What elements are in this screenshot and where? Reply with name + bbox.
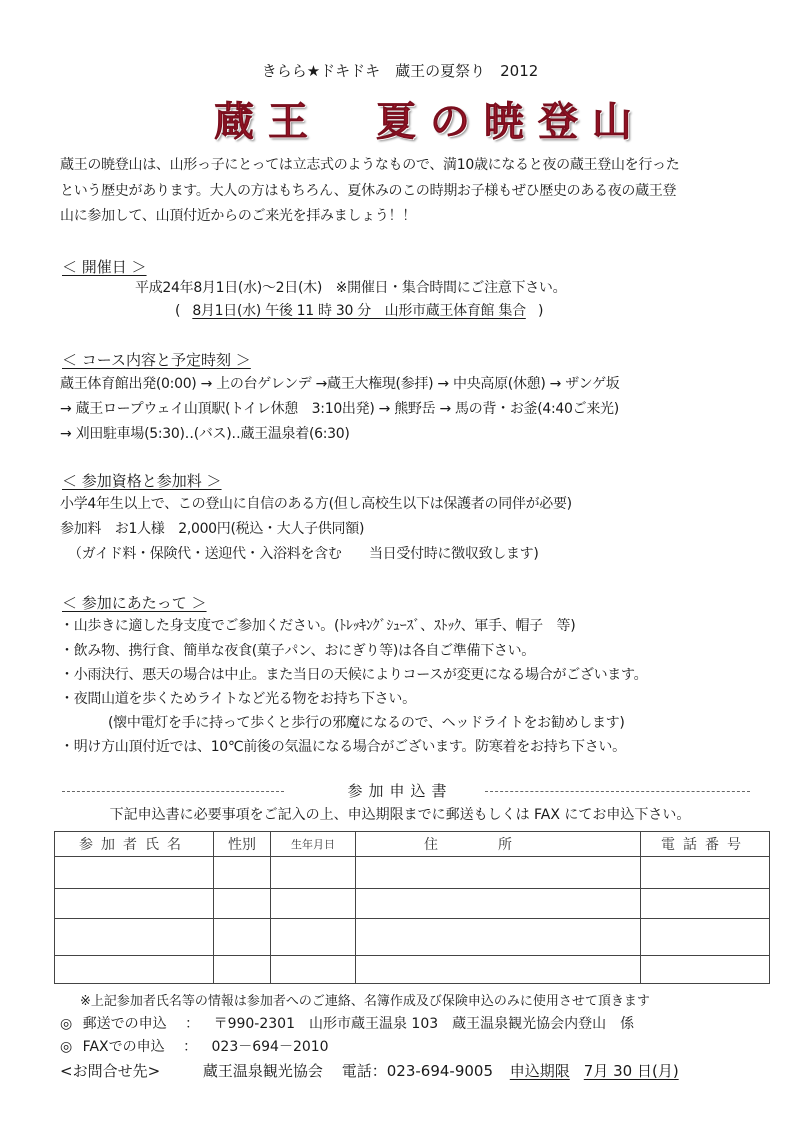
col-header-address: 住所 (356, 832, 641, 857)
name-cell[interactable] (55, 956, 214, 984)
phone-cell[interactable] (641, 889, 770, 919)
phone-label: 電話： (341, 1062, 387, 1080)
section-heading-course: ＜ コース内容と予定時刻 ＞ (62, 351, 251, 369)
double-circle-icon: ◎ (60, 1016, 73, 1032)
col-header-birthdate: 生年月日 (271, 832, 356, 857)
col-header-gender: 性別 (214, 832, 271, 857)
gender-cell[interactable] (214, 956, 271, 984)
birthdate-cell[interactable] (271, 956, 356, 984)
birthdate-cell[interactable] (271, 889, 356, 919)
double-circle-icon: ◎ (60, 1039, 73, 1055)
mail-application (60, 1013, 634, 1033)
intro-line: という歴史があります。大人の方はもちろん、夏休みのこの時期お子様もぜひ歴史のある夜の蔵王登 (60, 183, 677, 199)
table-header-row (55, 832, 770, 857)
note-item: ・小雨決行、悪天の場合は中止。また当日の天候によりコースが変更になる場合がございます。 (60, 667, 648, 683)
table-row (55, 956, 770, 984)
meeting-time-detail: 8月1日(水) 午後 11 時 30 分 山形市蔵王体育館 集合 (192, 303, 526, 319)
event-header: きらら★ドキドキ 蔵王の夏祭り 2012 (261, 62, 539, 80)
course-line: → 刈田駐車場(5:30)‥(バス)‥蔵王温泉着(6:30) (60, 426, 350, 442)
name-cell[interactable] (55, 919, 214, 956)
phone-cell[interactable] (641, 919, 770, 956)
name-cell[interactable] (55, 889, 214, 919)
fee-line: 参加料 お1人様 2,000円(税込・大人子供同額) (60, 521, 365, 537)
paren-close: ) (537, 303, 544, 319)
table-row (55, 889, 770, 919)
col-header-name: 参加者氏名 (55, 832, 214, 857)
phone-cell[interactable] (641, 857, 770, 889)
event-date: 平成24年8月1日(水)～2日(木) ※開催日・集合時間にご注意下さい。 (135, 280, 567, 296)
gender-cell[interactable] (214, 919, 271, 956)
deadline-label: 申込期限 (509, 1062, 570, 1080)
address-cell[interactable] (356, 889, 641, 919)
phone-number: 023-694-9005 (386, 1062, 493, 1080)
deadline-date: 7月 30 日(月) (583, 1062, 679, 1080)
mail-label: 郵送での申込 (82, 1016, 167, 1032)
gender-cell[interactable] (214, 889, 271, 919)
gender-cell[interactable] (214, 857, 271, 889)
mail-separator: ： (185, 1016, 200, 1032)
inquiry-label: <お問合せ先> (60, 1062, 161, 1080)
section-heading-date: ＜ 開催日 ＞ (62, 258, 147, 276)
eligibility-line: 小学4年生以上で、この登山に自信のある方(但し高校生以下は保護者の同伴が必要) (60, 496, 572, 512)
note-item-detail: (懐中電灯を手に持って歩くと歩行の邪魔になるので、ヘッドライトをお勧めします) (108, 715, 625, 731)
fax-number: 023－694－2010 (211, 1039, 329, 1055)
section-heading-notes: ＜ 参加にあたって ＞ (62, 594, 207, 612)
fax-label: FAXでの申込 (82, 1039, 165, 1055)
form-title: 参加申込書 (347, 782, 453, 800)
course-line: 蔵王体育館出発(0:00) → 上の台ゲレンデ →蔵王大権現(参拝) → 中央高原(休憩) → ザンゲ坂 (60, 376, 620, 392)
fax-separator: ： (183, 1039, 198, 1055)
inquiry-org: 蔵王温泉観光協会 (202, 1062, 323, 1080)
deadline (510, 1062, 679, 1080)
birthdate-cell[interactable] (271, 857, 356, 889)
privacy-note: ※上記参加者氏名等の情報は参加者へのご連絡、名簿作成及び保険申込のみに使用させて頂きます (80, 994, 650, 1009)
paren-open: ( (175, 303, 181, 319)
address-cell[interactable] (356, 956, 641, 984)
note-item: ・夜間山道を歩くためライトなど光る物をお持ち下さい。 (60, 691, 416, 707)
birthdate-cell[interactable] (271, 919, 356, 956)
address-cell[interactable] (356, 919, 641, 956)
section-heading-eligibility: ＜ 参加資格と参加料 ＞ (62, 472, 222, 490)
page-title: 蔵王 夏の暁登山 (214, 99, 646, 145)
meeting-time (175, 302, 543, 320)
fax-application (60, 1036, 329, 1056)
application-table (54, 831, 770, 984)
table-row (55, 919, 770, 956)
intro-line: 山に参加して、山頂付近からのご来光を拝みましょう！！ (60, 208, 416, 224)
course-line: → 蔵王ロープウェイ山頂駅(トイレ休憩 3:10出発) → 熊野岳 → 馬の背・お釜(4:40ご来光) (60, 401, 619, 417)
note-item: ・山歩きに適した身支度でご参加ください。(ﾄﾚｯｷﾝｸﾞｼｭｰｽﾞ、ｽﾄｯｸ、軍手、帽子 等) (60, 618, 576, 634)
form-instruction: 下記申込書に必要事項をご記入の上、申込期限までに郵送もしくは FAX にてお申込下さい。 (109, 807, 691, 823)
name-cell[interactable] (55, 857, 214, 889)
note-item: ・飲み物、携行食、簡単な夜食(菓子パン、おにぎり等)は各自ご準備下さい。 (60, 643, 536, 659)
intro-line: 蔵王の暁登山は、山形っ子にとっては立志式のようなもので、満10歳になると夜の蔵王登山を行った (60, 157, 680, 173)
inquiry-line (60, 1060, 679, 1081)
divider-right (485, 791, 750, 792)
address-cell[interactable] (356, 857, 641, 889)
table-row (55, 857, 770, 889)
col-header-phone: 電話番号 (641, 832, 770, 857)
mail-address: 〒990-2301 山形市蔵王温泉 103 蔵王温泉観光協会内登山 係 (213, 1016, 635, 1032)
fee-detail-line: （ガイド料・保険代・送迎代・入浴料を含む 当日受付時に徴収致します) (68, 546, 539, 562)
note-item: ・明け方山頂付近では、10℃前後の気温になる場合がございます。防寒着をお持ち下さい。 (60, 739, 626, 755)
phone-cell[interactable] (641, 956, 770, 984)
